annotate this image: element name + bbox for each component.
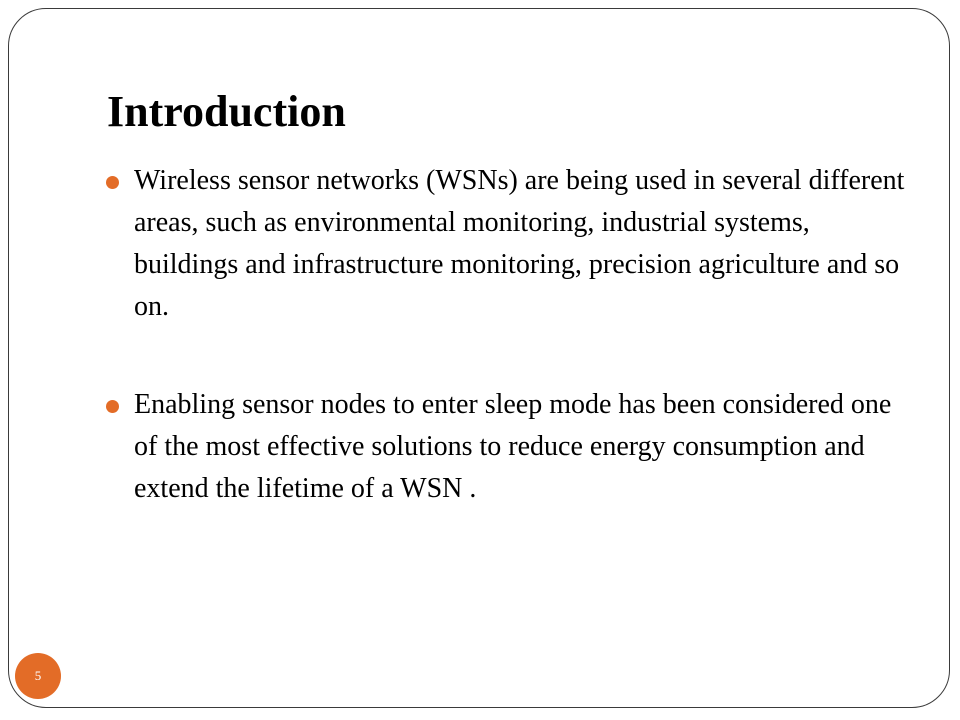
bullet-text: Wireless sensor networks (WSNs) are being used in several different areas, such as environmental monitoring, industrial systems, buildings and infrastructure monitoring, precision agriculture and so on. [134, 165, 905, 322]
bullet-dot-icon [106, 400, 119, 413]
slide-title: Introduction [107, 87, 346, 136]
bullet-item [106, 384, 906, 510]
bullet-text: Enabling sensor nodes to enter sleep mode has been considered one of the most effective solutions to reduce energy consumption and extend the lifetime of a WSN . [134, 389, 892, 504]
bullet-list [106, 160, 906, 510]
bullet-dot-icon [106, 176, 119, 189]
bullet-item [106, 160, 906, 328]
page-number-badge: 5 [15, 653, 61, 699]
